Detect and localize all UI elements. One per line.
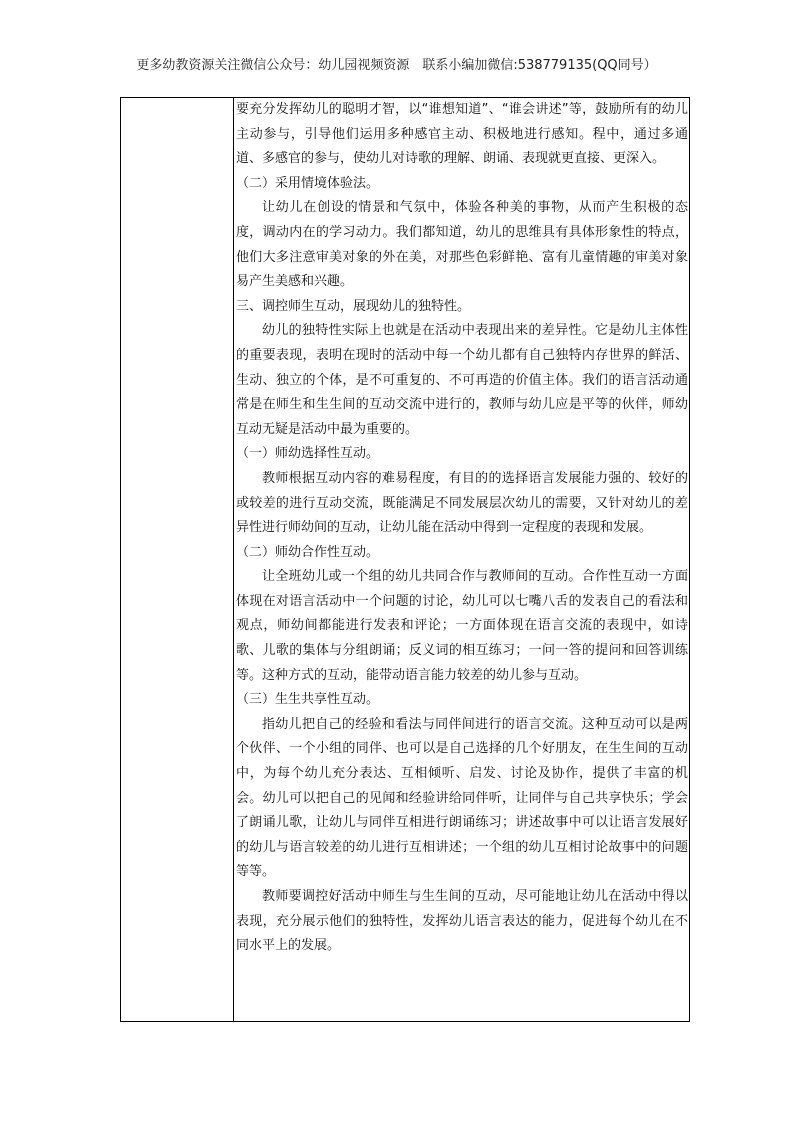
paragraph-situational-method: 让幼儿在创设的情景和气氛中，体验各种美的事物，从而产生积极的态度，调动内在的学习动力。我们都知道，幼儿的思维具有具体形象性的特点，他们大多注意审美对象的外在美，对那些色彩鲜艳、富有儿童情趣的审美对象易产生美感和兴趣。 bbox=[236, 200, 688, 290]
paragraph-cooperative-interaction: 让全班幼儿或一个组的幼儿共同合作与教师间的互动。合作性互动一方面体现在对语言活动中一个问题的讨论，幼儿可以七嘴八舌的发表自己的看法和观点，师幼间都能进行发表和评论；一方面体现在语言交流的表现中，如诗歌、儿歌的集体与分组朗诵；反义词的相互练习；一问一答的提问和回答训练等。这种方式的互动，能带动语言能力较差的幼儿参与互动。 bbox=[236, 569, 688, 683]
heading-selective-interaction: （一）师幼选择性互动。 bbox=[236, 446, 380, 462]
paragraph-peer-interaction: 指幼儿把自己的经验和看法与同伴间进行的语言交流。这种互动可以是两个伙伴、一个小组的同伴、也可以是自己选择的几个好朋友，在生生间的互动中，为每个幼儿充分表达、互相倾听、启发、讨论及协作，提供了丰富的机会。幼儿可以把自己的见闻和经验讲给同伴听，让同伴与自己共享快乐；学会了朗诵儿歌，让幼儿与同伴互相进行朗诵练习；讲述故事中可以让语言发展好的幼儿与语言较差的幼儿进行互相讲述；一个组的幼儿互相讨论故事中的问题等等。 bbox=[236, 716, 688, 880]
table-content-cell bbox=[236, 98, 688, 959]
heading-situational-method: （二）采用情境体验法。 bbox=[236, 175, 380, 191]
heading-peer-interaction: （三）生生共享性互动。 bbox=[236, 692, 380, 708]
table-left-cell bbox=[121, 98, 234, 1021]
content-table bbox=[120, 97, 690, 1022]
page-header: 更多幼教资源关注微信公众号：幼儿园视频资源 联系小编加微信:538779135(QQ同号） bbox=[136, 58, 657, 73]
paragraph-intro-continued: 要充分发挥幼儿的聪明才智，以“谁想知道”、“谁会讲述”等，鼓励所有的幼儿主动参与，引导他们运用多种感官主动、积极地进行感知。程中，通过多通道、多感官的参与，使幼儿对诗歌的理解、朗诵、表现就更直接、更深入。 bbox=[236, 102, 688, 167]
heading-cooperative-interaction: （二）师幼合作性互动。 bbox=[236, 544, 380, 560]
heading-section-three: 三、调控师生互动，展现幼儿的独特性。 bbox=[236, 298, 471, 314]
paragraph-uniqueness: 幼儿的独特性实际上也就是在活动中表现出来的差异性。它是幼儿主体性的重要表现，表明在现时的活动中每一个幼儿都有自己独特内存世界的鲜活、生动、独立的个体，是不可重复的、不可再造的价值主体。我们的语言活动通常是在师生和生生间的互动交流中进行的，教师与幼儿应是平等的伙伴，师幼互动无疑是活动中最为重要的。 bbox=[236, 323, 688, 437]
paragraph-selective-interaction: 教师根据互动内容的难易程度，有目的的选择语言发展能力强的、较好的或较差的进行互动交流，既能满足不同发展层次幼儿的需要，又针对幼儿的差异性进行师幼间的互动，让幼儿能在活动中得到一定程度的表现和发展。 bbox=[236, 470, 688, 536]
paragraph-conclusion: 教师要调控好活动中师生与生生间的互动，尽可能地让幼儿在活动中得以表现，充分展示他们的独特性，发挥幼儿语言表达的能力，促进每个幼儿在不同水平上的发展。 bbox=[236, 889, 688, 954]
